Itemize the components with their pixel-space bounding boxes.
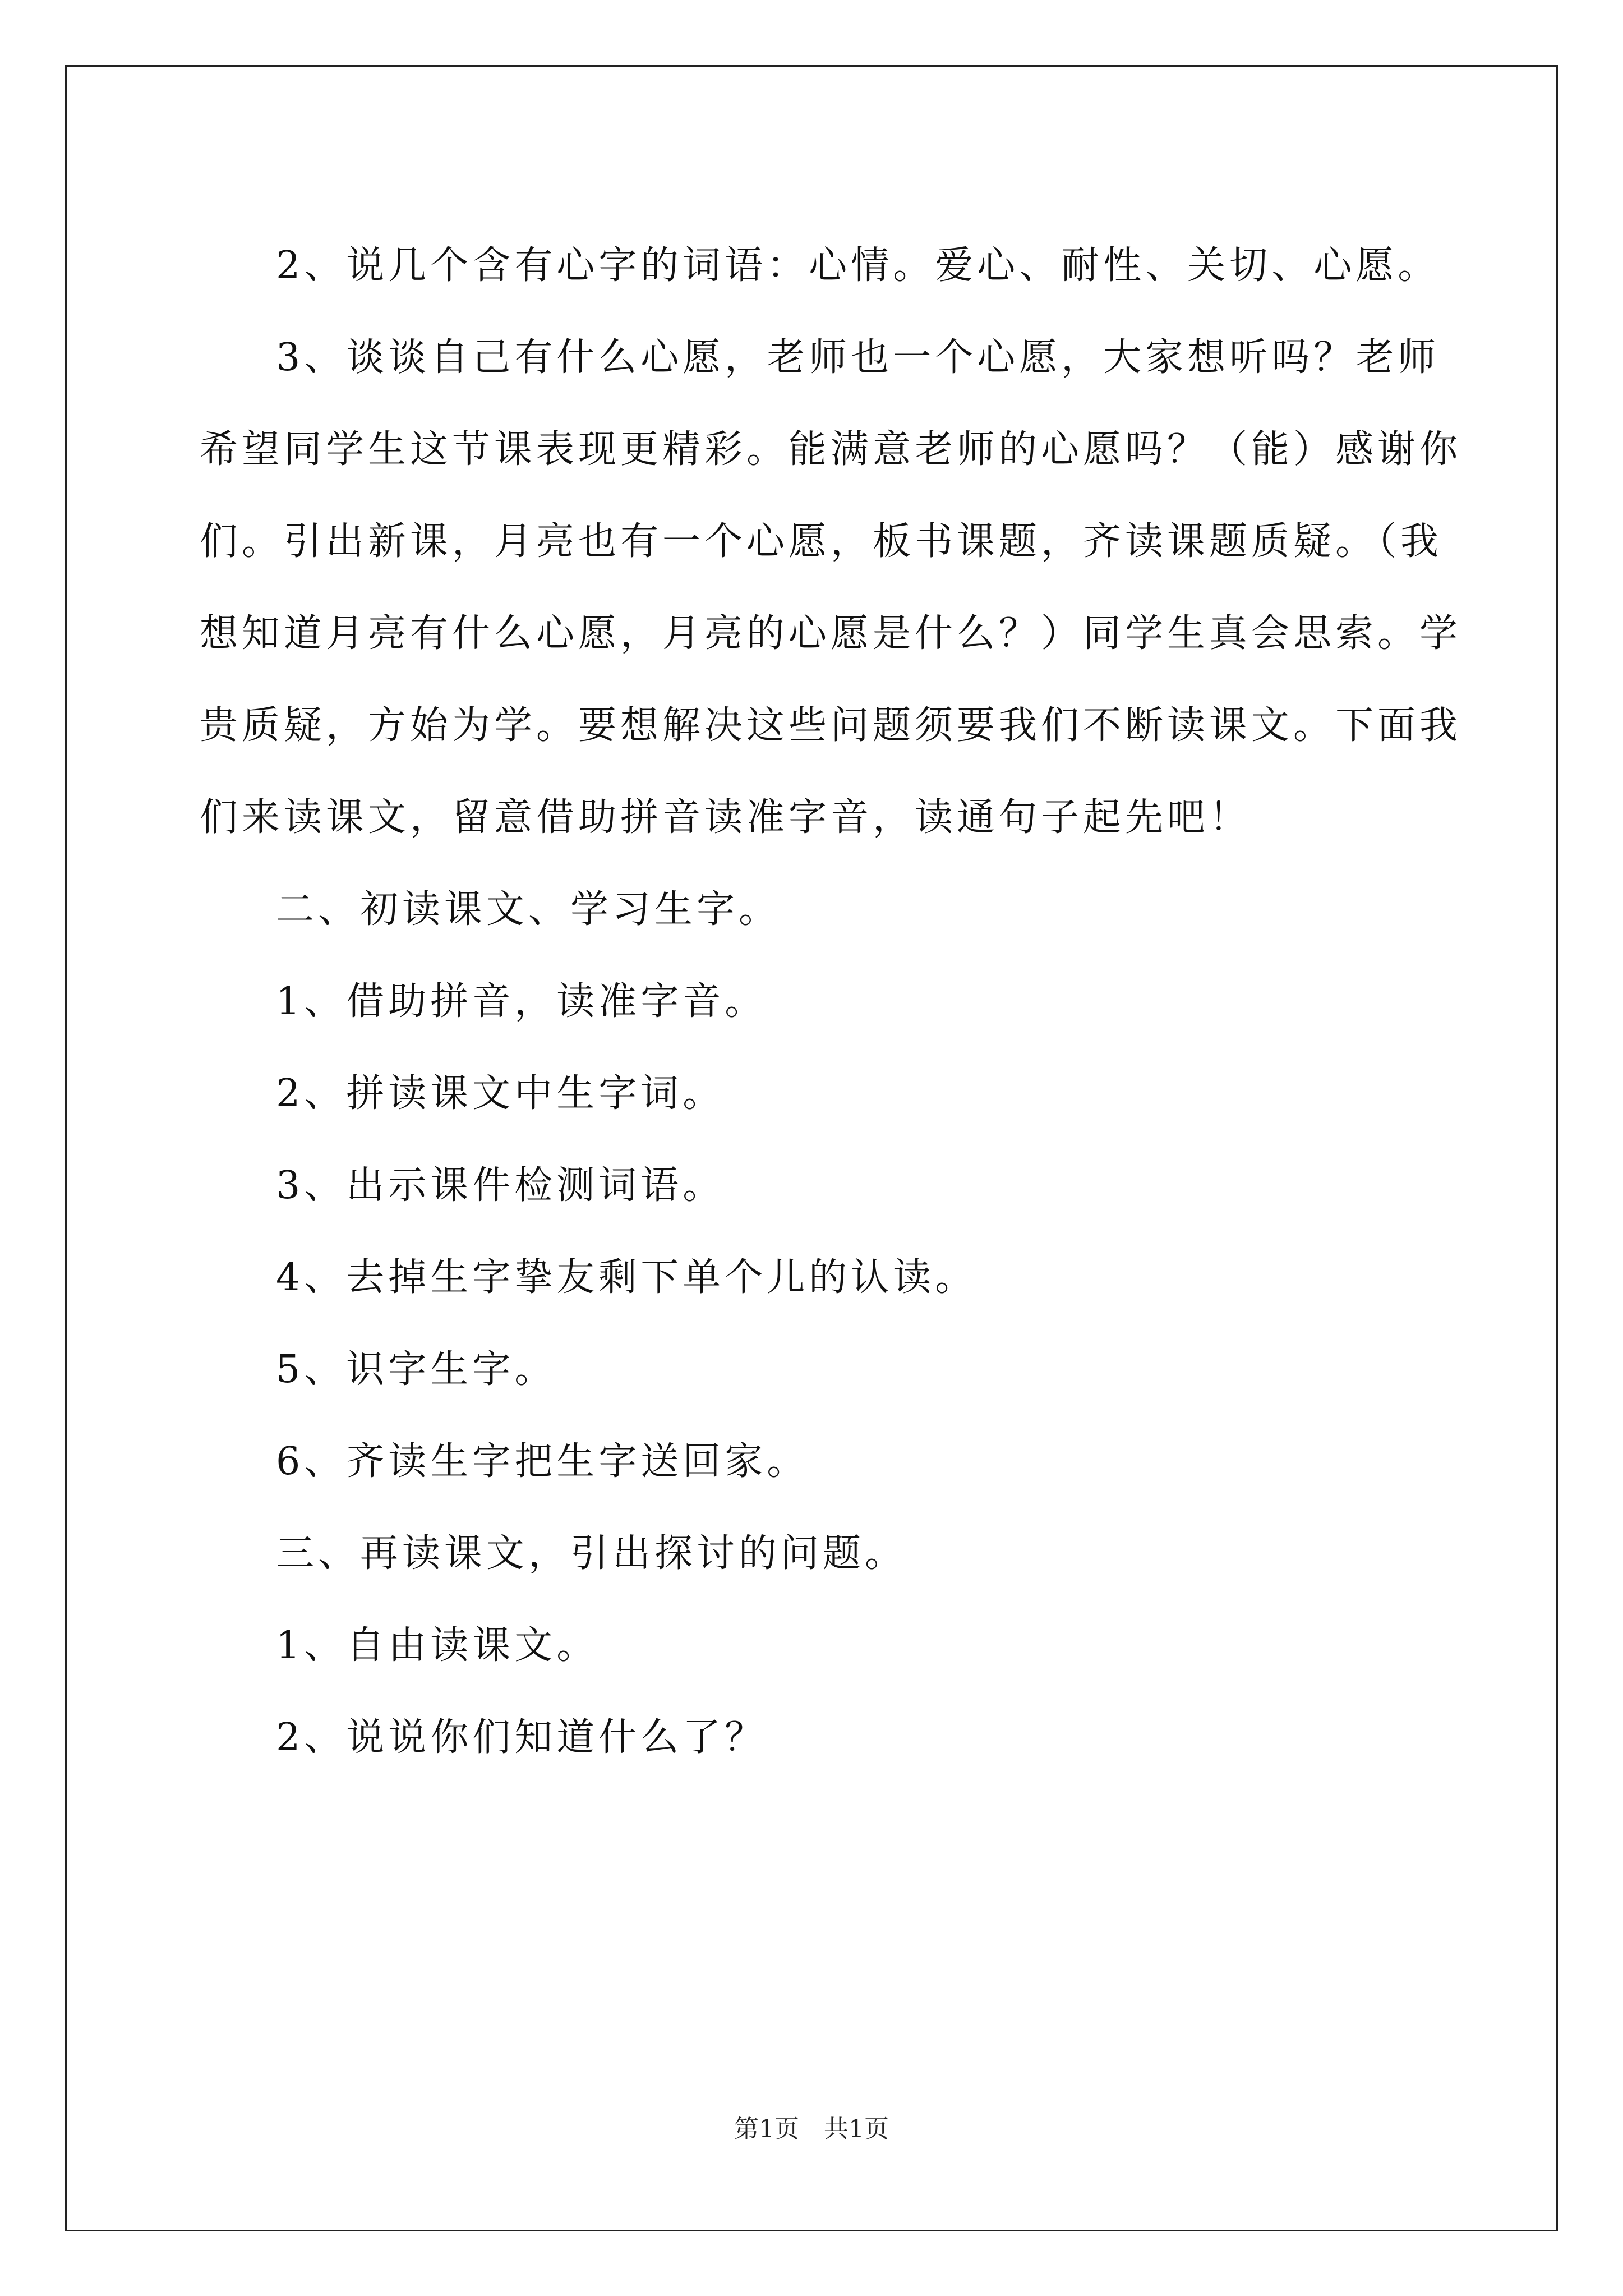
document-body [200,220,1467,1784]
list-item: 5、识字生字。 [276,1347,557,1392]
paragraph: 3、谈谈自己有什么心愿，老师也一个心愿，大家想听吗？老师希望同学生这节课表现更精彩。能满意老师的心愿吗？（能）感谢你们。引出新课，月亮也有一个心愿，板书课题，齐读课题质疑。（我想知道月亮有什么心愿，月亮的心愿是什么？）同学生真会思索。学贵质疑，方始为学。要想解决这些问题须要我们不断读课文。下面我们来读课文，留意借助拼音读准字音，读通句子起先吧！ [200,335,1462,840]
page-number-footer: 第1页 共1页 [734,2115,889,2143]
list-item: 1、自由读课文。 [276,1623,599,1668]
paragraph: 2、说几个含有心字的词语：心情。爱心、耐性、关切、心愿。 [276,243,1440,288]
list-item: 6、齐读生字把生字送回家。 [276,1439,809,1484]
list-item: 2、说说你们知道什么了？ [276,1715,767,1760]
section-heading: 三、再读课文，引出探讨的问题。 [276,1531,907,1576]
list-item: 2、拼读课文中生字词。 [276,1071,725,1116]
section-heading: 二、初读课文、学习生字。 [276,887,781,932]
list-item: 3、出示课件检测词语。 [276,1163,725,1208]
list-item: 4、去掉生字挚友剩下单个儿的认读。 [276,1255,978,1300]
list-item: 1、借助拼音，读准字音。 [276,979,767,1024]
